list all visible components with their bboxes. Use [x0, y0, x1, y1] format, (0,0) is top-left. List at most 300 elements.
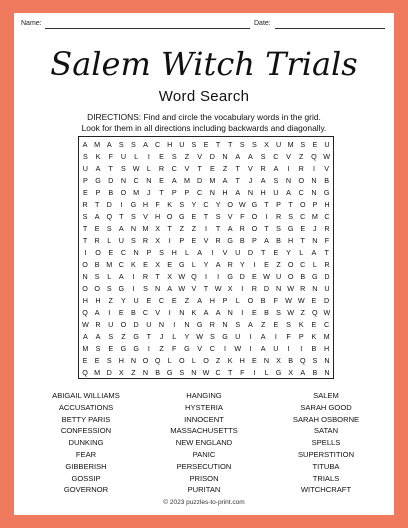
grid-letter: F [155, 200, 160, 209]
grid-letter: W [238, 200, 246, 209]
grid-letter: V [143, 212, 148, 221]
grid-letter: X [227, 284, 233, 293]
grid-letter: X [118, 368, 124, 377]
grid-letter: B [300, 272, 306, 281]
grid-letter: L [172, 332, 177, 341]
grid-letter: T [300, 236, 305, 245]
grid-letter: S [106, 224, 112, 233]
grid-letter: W [285, 296, 292, 305]
grid-letter: S [82, 152, 88, 161]
word-item: INNOCENT [184, 414, 224, 424]
grid-letter: A [95, 332, 101, 341]
grid-letter: I [274, 332, 277, 341]
grid-letter: E [108, 344, 114, 353]
grid-letter: U [179, 140, 185, 149]
grid-letter: Y [191, 200, 197, 209]
grid-letter: Q [312, 308, 318, 317]
grid-letter: E [143, 260, 148, 269]
grid-letter: S [215, 212, 221, 221]
grid-letter: N [275, 284, 282, 293]
grid-letter: E [171, 296, 177, 305]
grid-letter: L [264, 368, 269, 377]
grid-letter: P [95, 188, 101, 197]
grid-letter: R [227, 260, 233, 269]
grid-letter: Q [191, 272, 197, 281]
grid-letter: S [312, 356, 318, 365]
grid-letter: P [298, 332, 304, 341]
grid-letter: T [235, 164, 240, 173]
grid-letter: A [171, 176, 177, 185]
grid-row [79, 343, 335, 355]
grid-letter: R [275, 212, 282, 221]
grid-letter: S [131, 236, 136, 245]
grid-row [79, 139, 335, 151]
grid-letter: I [300, 344, 303, 353]
grid-letter: M [311, 212, 318, 221]
page-title: Salem Witch Trials [50, 45, 358, 83]
word-item: SPELLS [311, 438, 341, 448]
grid-letter: S [82, 212, 88, 221]
grid-letter: Q [154, 356, 161, 365]
grid-letter: U [120, 152, 127, 161]
grid-letter: S [235, 320, 241, 329]
grid-letter: Q [82, 308, 88, 317]
grid-letter: Q [299, 356, 306, 365]
grid-letter: F [273, 296, 279, 305]
grid-letter: F [324, 236, 330, 245]
grid-letter: O [203, 356, 209, 365]
grid-letter: C [324, 320, 330, 329]
grid-letter: G [133, 344, 139, 353]
grid-letter: G [251, 200, 258, 209]
grid-letter: J [159, 332, 164, 341]
directions-line-1: DIRECTIONS: Find and circle the vocabulary words in the grid. [87, 112, 321, 122]
grid-letter: C [197, 188, 203, 197]
letter-grid [78, 136, 334, 379]
grid-letter: I [132, 284, 135, 293]
grid-letter: E [300, 224, 306, 233]
grid-letter: U [324, 284, 330, 293]
grid-row [79, 163, 335, 175]
grid-letter: V [324, 164, 330, 173]
grid-letter: G [179, 260, 185, 269]
grid-letter: T [324, 248, 329, 257]
grid-letter: A [300, 368, 306, 377]
grid-letter: K [227, 356, 233, 365]
grid-letter: S [171, 152, 177, 161]
grid-letter: I [108, 308, 111, 317]
grid-letter: C [142, 308, 149, 317]
grid-letter: O [82, 260, 88, 269]
word-item: GIBBERISH [65, 461, 107, 471]
grid-letter: A [118, 224, 124, 233]
grid-letter: A [248, 152, 253, 161]
grid-letter: A [311, 248, 317, 257]
grid-letter: C [273, 152, 279, 161]
grid-letter: M [106, 260, 113, 269]
word-column [24, 390, 148, 496]
grid-letter: Y [184, 332, 190, 341]
grid-letter: S [260, 152, 266, 161]
grid-letter: V [197, 344, 203, 353]
grid-row [79, 235, 335, 247]
grid-letter: L [107, 236, 112, 245]
grid-letter: K [311, 332, 317, 341]
grid-letter: E [82, 188, 88, 197]
grid-letter: N [120, 176, 127, 185]
grid-letter: I [287, 344, 290, 353]
grid-letter: Y [203, 260, 209, 269]
grid-letter: S [251, 140, 257, 149]
grid-letter: E [312, 140, 318, 149]
grid-letter: J [147, 188, 151, 197]
grid-letter: B [94, 260, 100, 269]
grid-letter: S [131, 140, 136, 149]
grid-letter: B [288, 356, 294, 365]
word-item: GOSSIP [71, 473, 101, 483]
grid-letter: R [95, 320, 101, 329]
grid-letter: T [215, 224, 221, 233]
grid-letter: D [324, 296, 330, 305]
name-line [45, 28, 250, 29]
grid-letter: W [287, 308, 295, 317]
grid-letter: D [197, 176, 203, 185]
grid-letter: E [108, 248, 114, 257]
grid-letter: R [251, 284, 257, 293]
grid-letter: B [264, 308, 269, 317]
copyright-footer: © 2023 puzzles-to-print.com [163, 499, 245, 506]
grid-letter: M [142, 224, 149, 233]
word-item: SARAH GOOD [300, 402, 352, 412]
grid-letter: A [94, 212, 100, 221]
grid-letter: U [275, 140, 282, 149]
grid-letter: X [288, 368, 294, 377]
word-item: WITCHCRAFT [300, 485, 352, 495]
grid-letter: B [155, 368, 160, 377]
grid-letter: E [311, 320, 317, 329]
grid-letter: T [94, 200, 100, 209]
grid-row [79, 247, 335, 259]
grid-letter: G [227, 272, 233, 281]
grid-letter: S [94, 272, 100, 281]
grid-letter: H [239, 356, 245, 365]
grid-letter: V [286, 152, 291, 161]
grid-letter: L [191, 260, 196, 269]
grid-letter: T [227, 368, 233, 377]
grid-letter: K [131, 260, 136, 269]
grid-letter: G [312, 272, 318, 281]
grid-letter: T [167, 224, 172, 233]
grid-letter: N [130, 224, 137, 233]
grid-letter: F [240, 368, 245, 377]
grid-letter: Y [121, 296, 126, 305]
grid-letter: A [95, 164, 101, 173]
grid-letter: P [179, 236, 185, 245]
page-subtitle: Word Search [158, 88, 250, 105]
grid-letter: E [209, 164, 215, 173]
grid-letter: P [276, 200, 281, 209]
grid-letter: Y [286, 248, 291, 257]
word-item: PANIC [192, 449, 216, 459]
grid-letter: G [222, 332, 228, 341]
grid-letter: S [286, 320, 291, 329]
grid-letter: R [82, 200, 88, 209]
grid-letter: P [146, 248, 152, 257]
grid-letter: B [312, 368, 318, 377]
grid-letter: E [251, 356, 257, 365]
grid-letter: I [253, 368, 256, 377]
grid-letter: E [82, 356, 88, 365]
grid-letter: O [166, 212, 173, 221]
grid-letter: N [209, 188, 215, 197]
grid-letter: S [276, 224, 281, 233]
grid-letter: N [227, 308, 233, 317]
grid-letter: R [142, 272, 149, 281]
grid-row [79, 319, 335, 331]
grid-letter: I [84, 248, 87, 257]
grid-letter: T [82, 236, 88, 245]
grid-letter: Z [276, 260, 281, 269]
word-item: MASSACHUSETTS [170, 426, 238, 436]
grid-letter: V [222, 248, 228, 257]
grid-letter: G [227, 236, 233, 245]
grid-letter: F [286, 332, 291, 341]
grid-letter: I [204, 224, 207, 233]
grid-row [79, 199, 335, 211]
grid-letter: K [191, 308, 197, 317]
grid-letter: A [106, 140, 112, 149]
grid-letter: W [202, 368, 210, 377]
grid-letter: K [95, 152, 101, 161]
grid-letter: O [299, 200, 306, 209]
grid-letter: D [133, 320, 139, 329]
grid-letter: S [288, 212, 294, 221]
word-item: ABIGAIL WILLIAMS [52, 391, 120, 400]
word-column [264, 390, 388, 496]
grid-letter: P [222, 296, 228, 305]
grid-letter: C [300, 260, 306, 269]
grid-letter: S [131, 212, 136, 221]
grid-letter: A [248, 320, 253, 329]
grid-letter: W [234, 344, 242, 353]
grid-letter: L [107, 272, 112, 281]
grid-letter: Z [260, 320, 266, 329]
grid-letter: T [146, 332, 152, 341]
grid-letter: T [159, 188, 164, 197]
grid-letter: E [146, 296, 152, 305]
grid-letter: L [235, 296, 240, 305]
grid-letter: E [191, 212, 197, 221]
grid-row [79, 283, 335, 295]
grid-letter: C [158, 296, 165, 305]
worksheet-page [14, 13, 394, 515]
grid-letter: E [273, 320, 279, 329]
grid-letter: B [276, 236, 281, 245]
grid-letter: B [108, 188, 114, 197]
grid-letter: G [323, 188, 330, 197]
grid-letter: U [275, 272, 282, 281]
grid-letter: U [273, 188, 279, 197]
grid-letter: B [260, 296, 266, 305]
grid-letter: X [155, 236, 160, 245]
grid-letter: L [184, 248, 189, 257]
word-item: ACCUSATIONS [58, 402, 114, 412]
grid-letter: I [224, 344, 227, 353]
grid-letter: H [155, 212, 161, 221]
grid-letter: T [108, 164, 113, 173]
grid-letter: A [235, 188, 241, 197]
grid-letter: E [159, 176, 164, 185]
grid-row [79, 295, 335, 307]
grid-letter: A [222, 176, 228, 185]
grid-letter: E [94, 224, 100, 233]
grid-letter: S [95, 344, 101, 353]
grid-letter: Z [191, 224, 197, 233]
grid-letter: N [247, 188, 254, 197]
grid-letter: E [251, 308, 257, 317]
grid-letter: N [312, 284, 318, 293]
grid-letter: X [167, 272, 173, 281]
grid-letter: N [324, 368, 330, 377]
grid-letter: S [143, 284, 148, 293]
grid-letter: A [215, 260, 221, 269]
grid-letter: T [235, 176, 240, 185]
grid-letter: L [191, 356, 196, 365]
grid-letter: E [251, 272, 257, 281]
grid-letter: N [222, 320, 228, 329]
word-item: SATAN [313, 426, 339, 436]
word-item: BETTY PARIS [61, 414, 111, 424]
grid-letter: N [324, 356, 330, 365]
grid-letter: U [273, 344, 279, 353]
grid-letter: D [263, 284, 270, 293]
grid-letter: N [158, 320, 165, 329]
grid-letter: E [167, 260, 173, 269]
grid-letter: X [276, 356, 281, 365]
grid-letter: N [155, 284, 161, 293]
grid-letter: Z [300, 308, 305, 317]
grid-letter: X [264, 140, 269, 149]
grid-letter: C [203, 200, 209, 209]
grid-letter: N [184, 320, 190, 329]
grid-row [79, 211, 335, 223]
grid-letter: G [130, 200, 137, 209]
grid-letter: E [273, 248, 279, 257]
grid-letter: F [240, 212, 245, 221]
grid-letter: N [130, 356, 137, 365]
grid-letter: K [167, 200, 173, 209]
grid-letter: A [227, 224, 233, 233]
grid-letter: T [227, 140, 233, 149]
grid-letter: I [249, 344, 252, 353]
grid-letter: E [94, 356, 100, 365]
grid-letter: C [298, 188, 304, 197]
grid-letter: S [118, 140, 124, 149]
date-line [275, 28, 385, 29]
grid-row [79, 355, 335, 367]
grid-letter: I [241, 308, 244, 317]
grid-row [79, 223, 335, 235]
grid-letter: B [324, 176, 330, 185]
grid-letter: B [239, 236, 245, 245]
grid-letter: Z [179, 224, 184, 233]
grid-letter: V [155, 308, 160, 317]
grid-letter: S [209, 332, 215, 341]
grid-letter: R [324, 224, 330, 233]
grid-letter: A [82, 140, 88, 149]
grid-letter: W [263, 272, 270, 281]
grid-letter: E [118, 308, 124, 317]
grid-letter: E [159, 152, 164, 161]
grid-letter: O [95, 248, 101, 257]
grid-letter: S [121, 164, 126, 173]
word-item: GOVERNOR [63, 485, 109, 495]
grid-letter: I [241, 284, 244, 293]
grid-letter: A [94, 308, 100, 317]
grid-letter: Z [108, 296, 113, 305]
grid-letter: W [287, 284, 295, 293]
grid-letter: A [143, 140, 148, 149]
grid-letter: U [324, 140, 330, 149]
grid-letter: G [196, 320, 203, 329]
grid-letter: N [191, 368, 197, 377]
grid-letter: W [132, 164, 140, 173]
grid-row [79, 151, 335, 163]
grid-letter: H [260, 188, 266, 197]
grid-letter: E [203, 140, 209, 149]
grid-letter: S [179, 368, 185, 377]
grid-letter: N [311, 176, 317, 185]
grid-letter: W [214, 284, 222, 293]
grid-letter: X [155, 260, 160, 269]
grid-letter: S [191, 140, 197, 149]
grid-letter: R [260, 164, 266, 173]
grid-letter: A [82, 332, 88, 341]
word-item: FEAR [75, 449, 97, 459]
grid-letter: P [184, 188, 190, 197]
grid-letter: G [179, 212, 185, 221]
grid-letter: N [82, 272, 88, 281]
grid-letter: S [300, 140, 306, 149]
grid-letter: I [217, 272, 220, 281]
grid-letter: R [142, 236, 149, 245]
grid-letter: D [247, 248, 254, 257]
grid-row [79, 259, 335, 271]
grid-letter: P [251, 236, 257, 245]
word-item: PERSECUTION [176, 461, 232, 471]
grid-letter: O [227, 200, 233, 209]
grid-letter: M [287, 140, 294, 149]
grid-letter: G [95, 176, 101, 185]
grid-letter: W [196, 332, 204, 341]
word-item: HANGING [186, 391, 222, 400]
grid-letter: N [222, 152, 228, 161]
grid-letter: D [106, 200, 112, 209]
grid-letter: A [235, 152, 241, 161]
grid-letter: I [312, 164, 315, 173]
grid-letter: N [179, 308, 185, 317]
grid-letter: V [203, 236, 209, 245]
grid-letter: S [276, 308, 281, 317]
grid-letter: A [203, 308, 209, 317]
grid-letter: R [300, 284, 306, 293]
grid-letter: Q [311, 152, 317, 161]
grid-letter: G [120, 344, 127, 353]
grid-letter: B [311, 344, 317, 353]
grid-letter: G [166, 368, 173, 377]
grid-letter: M [94, 140, 101, 149]
grid-row [79, 271, 335, 283]
